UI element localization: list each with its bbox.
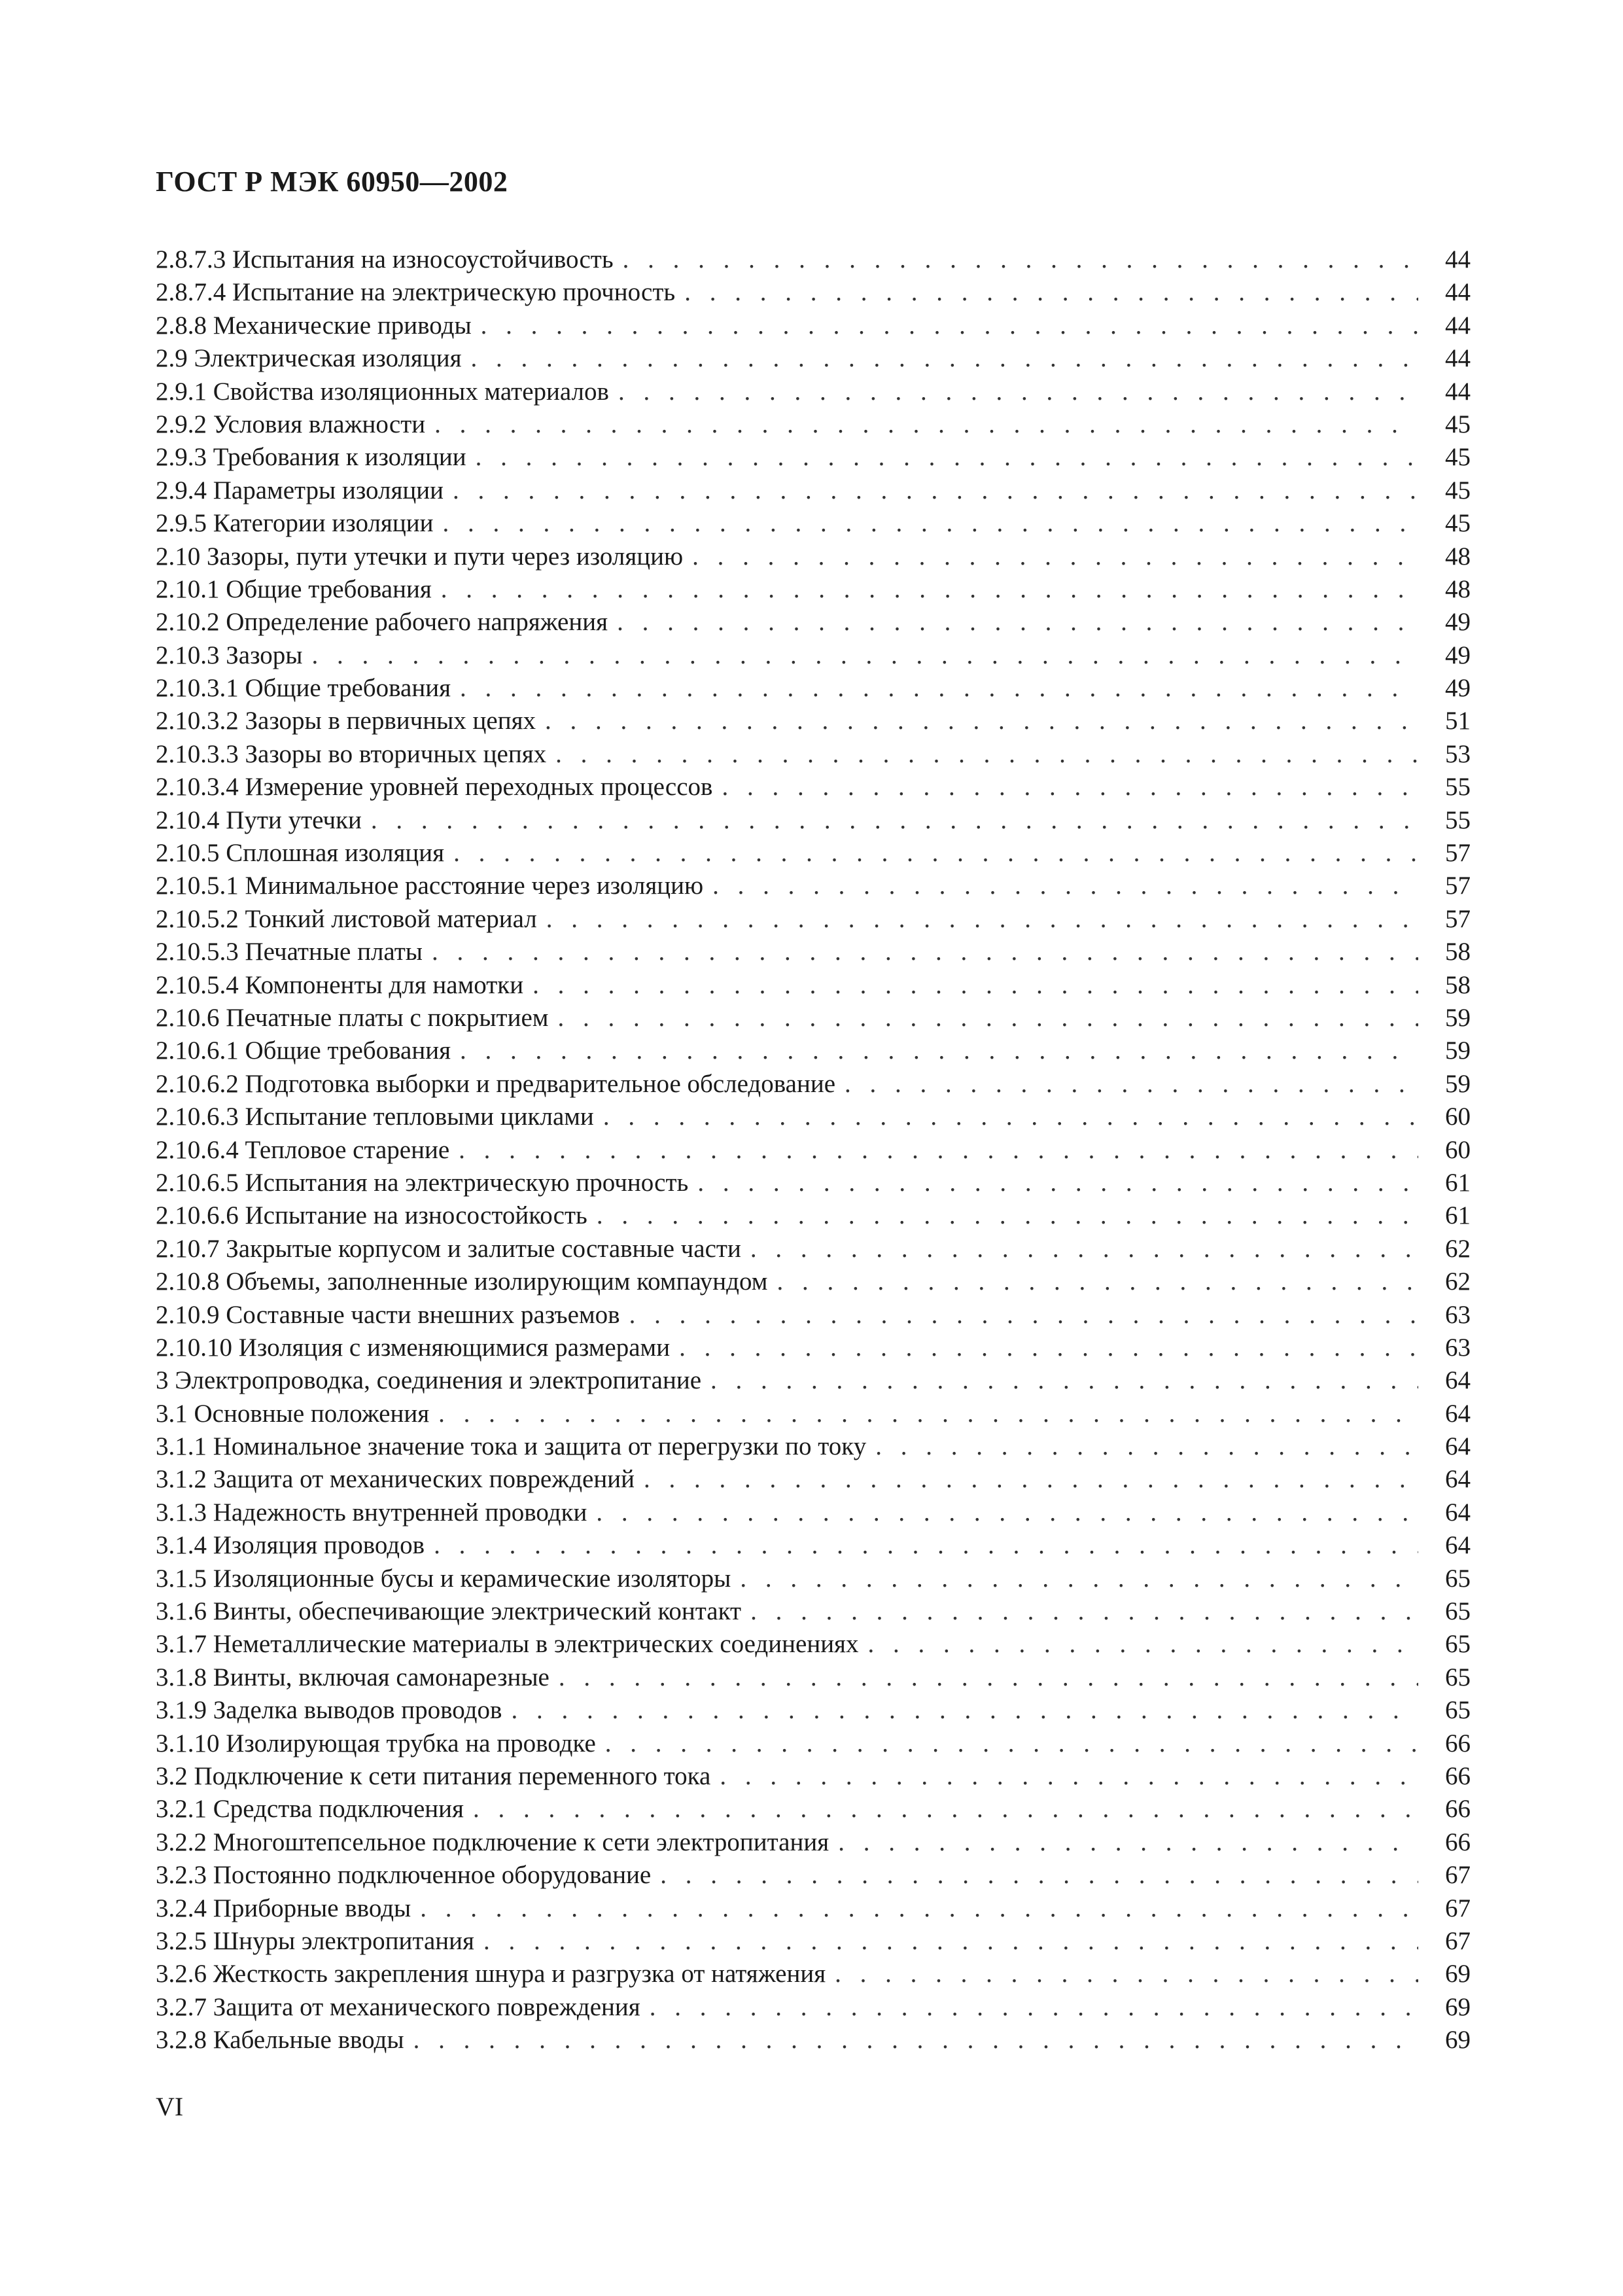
toc-entry-page: 60 xyxy=(1445,1135,1471,1164)
dot-leader xyxy=(545,705,1418,737)
toc-entry-title: 2.10.3.1 Общие требования xyxy=(156,674,451,703)
toc-entry-title: 2.10.5.1 Минимальное расстояние через изоляцию xyxy=(156,872,704,900)
toc-entry[interactable] xyxy=(156,1991,1471,2024)
toc-entry-page: 69 xyxy=(1445,1960,1471,1988)
toc-entry-page: 48 xyxy=(1445,574,1471,603)
dot-leader xyxy=(473,1793,1418,1826)
toc-entry-title: 3.1.5 Изоляционные бусы и керамические изоляторы xyxy=(156,1564,731,1593)
dot-leader xyxy=(371,804,1418,837)
toc-entry-page: 66 xyxy=(1445,1828,1471,1856)
dot-leader xyxy=(660,1859,1418,1892)
toc-entry[interactable] xyxy=(156,1299,1471,1332)
toc-entry-title: 2.9.1 Свойства изоляционных материалов xyxy=(156,377,609,406)
dot-leader xyxy=(875,1430,1418,1463)
toc-entry-page: 64 xyxy=(1445,1498,1471,1527)
toc-entry[interactable] xyxy=(156,738,1471,771)
toc-entry-title: 2.10.5.2 Тонкий листовой материал xyxy=(156,904,537,933)
toc-entry-title: 3.2.1 Средства подключения xyxy=(156,1795,464,1824)
toc-entry-title: 2.10.10 Изоляция с изменяющимися размерами xyxy=(156,1333,671,1362)
toc-entry-page: 65 xyxy=(1445,1564,1471,1593)
dot-leader xyxy=(712,870,1418,902)
toc-entry-page: 44 xyxy=(1445,245,1471,274)
toc-entry-page: 66 xyxy=(1445,1729,1471,1757)
toc-entry[interactable] xyxy=(156,1332,1471,1364)
toc-entry-title: 2.9.5 Категории изоляции xyxy=(156,509,434,538)
toc-entry-page: 62 xyxy=(1445,1234,1471,1263)
toc-entry[interactable] xyxy=(156,1265,1471,1298)
dot-leader xyxy=(835,1958,1418,1990)
toc-entry-title: 2.10.7 Закрытые корпусом и залитые составные части xyxy=(156,1234,741,1263)
dot-leader xyxy=(453,837,1418,870)
dot-leader xyxy=(868,1628,1419,1661)
toc-entry-title: 2.10.6.6 Испытание на износостойкость xyxy=(156,1201,587,1230)
toc-entry-title: 3.1.9 Заделка выводов проводов xyxy=(156,1696,502,1725)
toc-entry-title: 2.10 Зазоры, пути утечки и пути через изоляцию xyxy=(156,542,684,571)
toc-entry-title: 2.10.1 Общие требования xyxy=(156,574,432,603)
toc-entry-page: 67 xyxy=(1445,1861,1471,1890)
toc-entry[interactable] xyxy=(156,1694,1471,1727)
toc-entry-page: 65 xyxy=(1445,1597,1471,1626)
toc-entry[interactable] xyxy=(156,573,1471,606)
toc-entry-page: 67 xyxy=(1445,1894,1471,1922)
dot-leader xyxy=(471,342,1418,375)
dot-leader xyxy=(597,1199,1418,1232)
toc-entry[interactable] xyxy=(156,639,1471,672)
dot-leader xyxy=(617,606,1418,639)
dot-leader xyxy=(432,936,1418,968)
toc-entry-title: 3 Электропроводка, соединения и электропитание xyxy=(156,1366,702,1395)
dot-leader xyxy=(684,276,1418,309)
toc-entry-page: 49 xyxy=(1445,641,1471,669)
dot-leader xyxy=(629,1299,1418,1332)
dot-leader xyxy=(532,969,1418,1002)
toc-entry-title: 3.2.4 Приборные вводы xyxy=(156,1894,411,1922)
toc-entry-page: 69 xyxy=(1445,2026,1471,2055)
toc-entry-page: 65 xyxy=(1445,1630,1471,1659)
toc-entry-title: 2.10.5.3 Печатные платы xyxy=(156,938,423,966)
dot-leader xyxy=(413,2024,1418,2057)
toc-entry[interactable] xyxy=(156,1760,1471,1793)
toc-entry-page: 64 xyxy=(1445,1531,1471,1560)
toc-entry-title: 3.2 Подключение к сети питания переменного тока xyxy=(156,1761,711,1790)
toc-entry-page: 65 xyxy=(1445,1663,1471,1691)
toc-entry-page: 66 xyxy=(1445,1761,1471,1790)
toc-entry-title: 2.10.6.2 Подготовка выборки и предварительное обследование xyxy=(156,1069,836,1098)
dot-leader xyxy=(453,474,1418,507)
document-header: ГОСТ Р МЭК 60950—2002 xyxy=(156,166,508,198)
dot-leader xyxy=(838,1826,1418,1859)
dot-leader xyxy=(557,1002,1418,1034)
toc-entry-page: 53 xyxy=(1445,739,1471,768)
toc-entry-title: 2.10.3.2 Зазоры в первичных цепях xyxy=(156,707,536,735)
toc-entry-page: 67 xyxy=(1445,1926,1471,1955)
toc-entry[interactable] xyxy=(156,1068,1471,1101)
toc-entry-page: 58 xyxy=(1445,938,1471,966)
dot-leader xyxy=(692,540,1418,573)
dot-leader xyxy=(777,1265,1418,1298)
toc-entry[interactable] xyxy=(156,1661,1471,1694)
toc-entry-title: 3.1.7 Неметаллические материалы в электрических соединениях xyxy=(156,1630,859,1659)
toc-entry[interactable] xyxy=(156,540,1471,573)
toc-entry[interactable] xyxy=(156,1925,1471,1958)
dot-leader xyxy=(750,1595,1418,1628)
toc-entry-page: 64 xyxy=(1445,1399,1471,1428)
toc-entry[interactable] xyxy=(156,1430,1471,1463)
toc-entry-page: 44 xyxy=(1445,377,1471,406)
toc-entry[interactable] xyxy=(156,1398,1471,1430)
dot-leader xyxy=(460,672,1418,705)
toc-entry[interactable] xyxy=(156,870,1471,902)
dot-leader xyxy=(438,1398,1418,1430)
dot-leader xyxy=(720,1760,1418,1793)
toc-entry-title: 2.10.6.1 Общие требования xyxy=(156,1036,451,1065)
dot-leader xyxy=(420,1892,1418,1925)
toc-entry[interactable] xyxy=(156,1727,1471,1760)
toc-entry-title: 2.8.7.4 Испытание на электрическую прочность xyxy=(156,278,676,307)
toc-entry-title: 2.9.3 Требования к изоляции xyxy=(156,443,466,472)
dot-leader xyxy=(679,1332,1418,1364)
toc-entry[interactable] xyxy=(156,1233,1471,1265)
dot-leader xyxy=(740,1563,1418,1595)
toc-entry[interactable] xyxy=(156,1563,1471,1595)
toc-entry-title: 2.10.2 Определение рабочего напряжения xyxy=(156,608,608,637)
toc-entry-title: 3.2.2 Многоштепсельное подключение к сети электропитания xyxy=(156,1828,829,1856)
toc-entry-title: 3.1.8 Винты, включая самонарезные xyxy=(156,1663,550,1691)
toc-entry-page: 57 xyxy=(1445,839,1471,868)
toc-entry-page: 45 xyxy=(1445,410,1471,438)
toc-entry[interactable] xyxy=(156,1199,1471,1232)
toc-entry[interactable] xyxy=(156,1167,1471,1199)
toc-entry-title: 3.1.2 Защита от механических повреждений xyxy=(156,1465,635,1494)
toc-entry-page: 51 xyxy=(1445,707,1471,735)
dot-leader xyxy=(476,441,1418,474)
toc-entry-title: 2.10.8 Объемы, заполненные изолирующим компаундом xyxy=(156,1267,768,1296)
dot-leader xyxy=(650,1991,1418,2024)
toc-entry-page: 55 xyxy=(1445,773,1471,802)
toc-entry-title: 3.2.8 Кабельные вводы xyxy=(156,2026,404,2055)
toc-entry-page: 61 xyxy=(1445,1201,1471,1230)
toc-entry[interactable] xyxy=(156,342,1471,375)
toc-entry-page: 60 xyxy=(1445,1103,1471,1131)
dot-leader xyxy=(623,243,1418,276)
toc-entry[interactable] xyxy=(156,705,1471,737)
toc-entry-title: 2.10.3.3 Зазоры во вторичных цепях xyxy=(156,739,547,768)
dot-leader xyxy=(441,573,1418,606)
toc-entry-page: 44 xyxy=(1445,278,1471,307)
dot-leader xyxy=(442,507,1418,540)
toc-entry-page: 58 xyxy=(1445,970,1471,999)
toc-entry[interactable] xyxy=(156,804,1471,837)
toc-entry-title: 2.10.3 Зазоры xyxy=(156,641,303,669)
toc-entry-title: 3.2.3 Постоянно подключенное оборудование xyxy=(156,1861,652,1890)
dot-leader xyxy=(434,1529,1418,1562)
toc-entry-page: 66 xyxy=(1445,1795,1471,1824)
dot-leader xyxy=(618,376,1418,408)
toc-entry-title: 2.10.4 Пути утечки xyxy=(156,805,362,834)
dot-leader xyxy=(845,1068,1418,1101)
toc-entry-page: 44 xyxy=(1445,344,1471,373)
table-of-contents xyxy=(156,243,1471,2057)
toc-entry-page: 45 xyxy=(1445,476,1471,504)
toc-entry[interactable] xyxy=(156,672,1471,705)
toc-entry-title: 2.9.2 Условия влажности xyxy=(156,410,426,438)
toc-entry-title: 3.2.5 Шнуры электропитания xyxy=(156,1926,474,1955)
toc-entry[interactable] xyxy=(156,243,1471,276)
toc-entry[interactable] xyxy=(156,2024,1471,2057)
toc-entry[interactable] xyxy=(156,276,1471,309)
toc-entry[interactable] xyxy=(156,1529,1471,1562)
toc-entry-title: 2.10.6 Печатные платы с покрытием xyxy=(156,1003,549,1032)
toc-entry-page: 49 xyxy=(1445,608,1471,637)
toc-entry-title: 2.8.8 Механические приводы xyxy=(156,311,472,340)
toc-entry-title: 3.2.7 Защита от механического повреждения xyxy=(156,1992,640,2021)
toc-entry[interactable] xyxy=(156,1826,1471,1859)
dot-leader xyxy=(460,1034,1418,1067)
dot-leader xyxy=(559,1661,1418,1694)
toc-entry[interactable] xyxy=(156,1364,1471,1397)
toc-entry[interactable] xyxy=(156,1101,1471,1133)
toc-entry-page: 45 xyxy=(1445,443,1471,472)
toc-entry-page: 59 xyxy=(1445,1003,1471,1032)
toc-entry-title: 2.9.4 Параметры изоляции xyxy=(156,476,444,504)
toc-entry[interactable] xyxy=(156,1859,1471,1892)
dot-leader xyxy=(311,639,1418,672)
dot-leader xyxy=(555,738,1418,771)
toc-entry-page: 63 xyxy=(1445,1300,1471,1329)
toc-entry-title: 3.2.6 Жесткость закрепления шнура и разгрузка от натяжения xyxy=(156,1960,826,1988)
toc-entry[interactable] xyxy=(156,1034,1471,1067)
toc-entry-title: 3.1.3 Надежность внутренней проводки xyxy=(156,1498,587,1527)
toc-entry-title: 2.8.7.3 Испытания на износоустойчивость xyxy=(156,245,614,274)
toc-entry-title: 3.1 Основные положения xyxy=(156,1399,430,1428)
toc-entry[interactable] xyxy=(156,771,1471,804)
toc-entry-page: 55 xyxy=(1445,805,1471,834)
toc-entry-page: 69 xyxy=(1445,1992,1471,2021)
dot-leader xyxy=(710,1364,1418,1397)
toc-entry[interactable] xyxy=(156,376,1471,408)
toc-entry-page: 59 xyxy=(1445,1036,1471,1065)
toc-entry-page: 64 xyxy=(1445,1465,1471,1494)
toc-entry-title: 2.9 Электрическая изоляция xyxy=(156,344,462,373)
toc-entry-title: 2.10.6.4 Тепловое старение xyxy=(156,1135,450,1164)
toc-entry-page: 48 xyxy=(1445,542,1471,571)
toc-entry-title: 2.10.5.4 Компоненты для намотки xyxy=(156,970,524,999)
toc-entry-page: 57 xyxy=(1445,904,1471,933)
toc-entry[interactable] xyxy=(156,1496,1471,1529)
dot-leader xyxy=(511,1694,1418,1727)
toc-entry-page: 59 xyxy=(1445,1069,1471,1098)
toc-entry-title: 2.10.6.3 Испытание тепловыми циклами xyxy=(156,1103,594,1131)
toc-entry[interactable] xyxy=(156,1958,1471,1990)
toc-entry-page: 44 xyxy=(1445,311,1471,340)
toc-entry-page: 64 xyxy=(1445,1366,1471,1395)
toc-entry-page: 45 xyxy=(1445,509,1471,538)
dot-leader xyxy=(605,1727,1418,1760)
toc-entry-page: 57 xyxy=(1445,872,1471,900)
dot-leader xyxy=(603,1101,1418,1133)
toc-entry-title: 2.10.5 Сплошная изоляция xyxy=(156,839,445,868)
toc-entry[interactable] xyxy=(156,969,1471,1002)
toc-entry[interactable] xyxy=(156,408,1471,441)
toc-entry-title: 2.10.9 Составные части внешних разъемов xyxy=(156,1300,620,1329)
toc-entry-page: 49 xyxy=(1445,674,1471,703)
toc-entry-page: 64 xyxy=(1445,1432,1471,1461)
toc-entry-title: 3.1.4 Изоляция проводов xyxy=(156,1531,425,1560)
toc-entry-title: 3.1.10 Изолирующая трубка на проводке xyxy=(156,1729,596,1757)
toc-entry[interactable] xyxy=(156,1463,1471,1496)
dot-leader xyxy=(722,771,1418,804)
toc-entry[interactable] xyxy=(156,606,1471,639)
toc-entry[interactable] xyxy=(156,936,1471,968)
toc-entry[interactable] xyxy=(156,1134,1471,1167)
dot-leader xyxy=(697,1167,1418,1199)
toc-entry-page: 61 xyxy=(1445,1168,1471,1197)
dot-leader xyxy=(434,408,1418,441)
page-number: VI xyxy=(156,2092,184,2121)
dot-leader xyxy=(481,309,1418,342)
toc-entry[interactable] xyxy=(156,903,1471,936)
toc-entry[interactable] xyxy=(156,837,1471,870)
dot-leader xyxy=(644,1463,1418,1496)
dot-leader xyxy=(546,903,1418,936)
toc-entry[interactable] xyxy=(156,1892,1471,1925)
dot-leader xyxy=(750,1233,1418,1265)
toc-entry-title: 2.10.6.5 Испытания на электрическую прочность xyxy=(156,1168,689,1197)
toc-entry[interactable] xyxy=(156,1628,1471,1661)
toc-entry-page: 65 xyxy=(1445,1696,1471,1725)
toc-entry-page: 63 xyxy=(1445,1333,1471,1362)
toc-entry[interactable] xyxy=(156,309,1471,342)
toc-entry[interactable] xyxy=(156,441,1471,474)
toc-entry[interactable] xyxy=(156,1002,1471,1034)
toc-entry[interactable] xyxy=(156,507,1471,540)
dot-leader xyxy=(596,1496,1418,1529)
toc-entry-page: 62 xyxy=(1445,1267,1471,1296)
toc-entry[interactable] xyxy=(156,1595,1471,1628)
toc-entry-title: 2.10.3.4 Измерение уровней переходных процессов xyxy=(156,773,713,802)
toc-entry-title: 3.1.1 Номинальное значение тока и защита от перегрузки по току xyxy=(156,1432,867,1461)
toc-entry[interactable] xyxy=(156,474,1471,507)
toc-entry[interactable] xyxy=(156,1793,1471,1826)
dot-leader xyxy=(483,1925,1418,1958)
dot-leader xyxy=(459,1134,1418,1167)
toc-entry-title: 3.1.6 Винты, обеспечивающие электрический контакт xyxy=(156,1597,742,1626)
